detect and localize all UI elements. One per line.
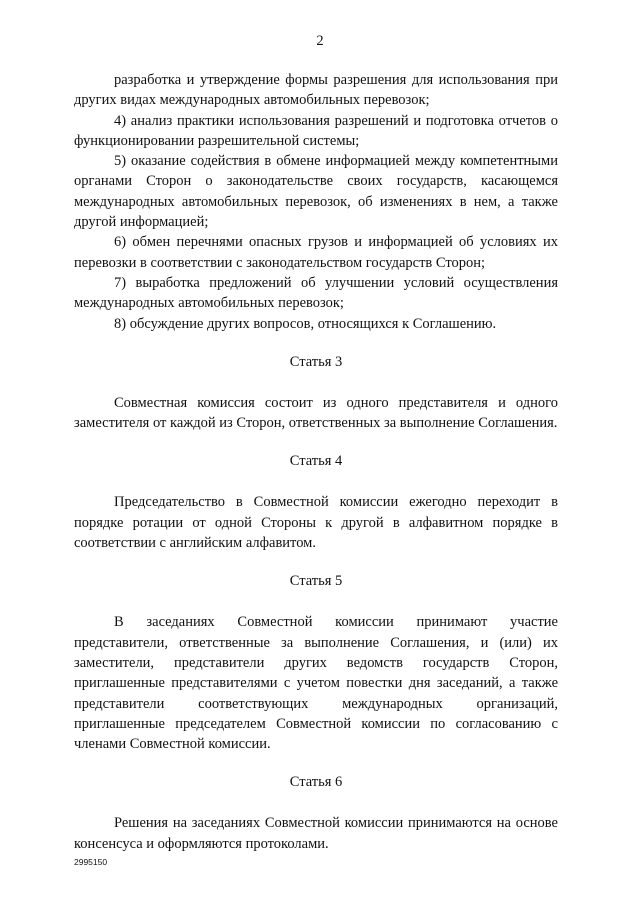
article-4-text: Председательство в Совместной комиссии ежегодно переходит в порядке ротации от одной Стороны к другой в алфавитном порядке в соответствии с английским алфавитом. — [74, 494, 558, 552]
list-item-6: 6) обмен перечнями опасных грузов и информацией об условиях их перевозки в соответствии с законодательством государств Сторон; — [74, 234, 558, 271]
list-item-5: 5) оказание содействия в обмене информацией между компетентными органами Сторон о законодательстве своих государств, касающемся международных автомобильных перевозок, об изменениях в нем, а также другой информацией; — [74, 153, 558, 231]
article-3-text: Совместная комиссия состоит из одного представителя и одного заместителя от каждой из Сторон, ответственных за выполнение Соглашения. — [74, 394, 558, 432]
page-number: 2 — [316, 33, 324, 49]
document-body — [74, 70, 558, 854]
list-item-7: 7) выработка предложений об улучшении условий осуществления международных автомобильных перевозок; — [74, 274, 558, 312]
article-6-text: Решения на заседаниях Совместной комиссии принимаются на основе консенсуса и оформляются протоколами. — [74, 815, 558, 852]
document-code: 2995150 — [74, 857, 108, 867]
article-6-heading: Статья 6 — [289, 774, 343, 791]
intro-continuation-paragraph: разработка и утверждение формы разрешения для использования при других видах международных автомобильных перевозок; — [74, 72, 558, 109]
article-5-heading: Статья 5 — [289, 573, 343, 590]
list-item-4: 4) анализ практики использования разрешений и подготовка отчетов о функционировании разрешительной системы; — [74, 112, 558, 149]
article-5-text: В заседаниях Совместной комиссии принимают участие представители, ответственные за выполнение Соглашения, и (или) их заместители, представители других ведомств государств Сторон, приглашенные представителями с учетом повестки дня заседаний, а также представители соответствующих международных организаций, приглашенные председателем Совместной комиссии по согласованию с членами Совместной комиссии. — [74, 614, 558, 753]
list-item-8: 8) обсуждение других вопросов, относящихся к Соглашению. — [114, 315, 497, 332]
article-3-heading: Статья 3 — [289, 353, 343, 370]
article-4-heading: Статья 4 — [289, 453, 343, 470]
